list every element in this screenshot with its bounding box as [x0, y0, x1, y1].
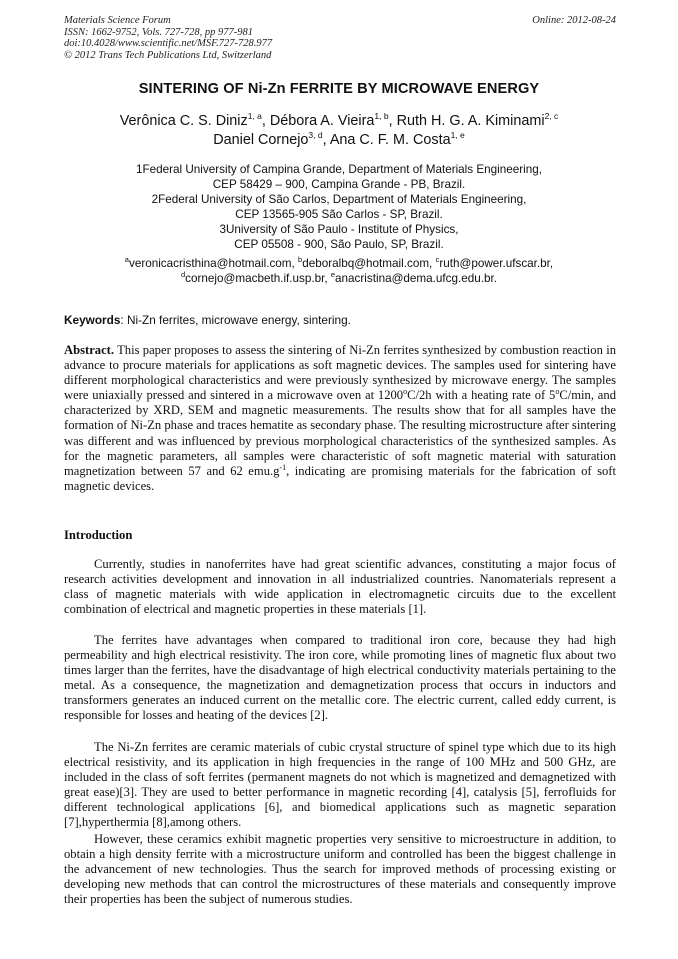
affiliations [0, 162, 678, 253]
email-mark: c [435, 255, 440, 265]
exponent-mark: -1 [279, 462, 287, 472]
author-affiliation-mark: 1, a [247, 111, 262, 122]
degree-mark: o [555, 387, 560, 397]
author-list [0, 112, 678, 150]
section-heading-introduction: Introduction [64, 528, 133, 542]
author-affiliation-mark: 1, b [374, 111, 389, 122]
abstract-text: , indicating are promising materials for the fabrication of soft magnetic devices. [64, 463, 616, 493]
email-mark: b [298, 255, 303, 265]
intro-paragraph-2: The ferrites have advantages when compared to traditional iron core, because they had high permeability and high electrical resistivity. The iron core, while promoting lines of magnetic flux about two times larger than the ferrites, have the disadvantage of high electrical conductivity materials pertaining to the metal. As a consequence, the magnetization and demagnetization process that occurs in inductors and transformers generates an induced current on the metallic core. The electric current, called eddy current, is responsible for losses and heating of the devices [2]. [64, 633, 616, 723]
keywords [64, 313, 616, 327]
journal-copyright: © 2012 Trans Tech Publications Ltd, Switzerland [64, 49, 272, 61]
author-affiliation-mark: 3, d [308, 130, 323, 141]
affiliation-line: CEP 58429 – 900, Campina Grande - PB, Brazil. [212, 178, 466, 192]
degree-mark: o [403, 387, 408, 397]
email-link[interactable]: veronicacristhina@hotmail.com, [128, 257, 299, 270]
author-name: Daniel Cornejo [213, 132, 309, 148]
email-link[interactable]: deboralbq@hotmail.com, [302, 257, 436, 270]
journal-name: Materials Science Forum [64, 15, 171, 26]
author-affiliation-mark: 2, c [544, 111, 559, 122]
abstract-text: C/2h with a heating rate of 5 [407, 388, 556, 403]
paper-title: SINTERING OF Ni-Zn FERRITE BY MICROWAVE ENERGY [138, 81, 540, 97]
affiliation-line: CEP 13565-905 São Carlos - SP, Brazil. [235, 208, 443, 222]
journal-header [64, 15, 616, 61]
affiliation-line: CEP 05508 - 900, São Paulo, SP, Brazil. [234, 238, 444, 252]
email-line-2 [0, 271, 678, 286]
email-mark: d [181, 270, 186, 280]
author-line-1 [0, 112, 678, 131]
author-name: Ana C. F. M. Costa [329, 132, 451, 148]
abstract-text: This paper proposes to assess the sintering of Ni-Zn ferrites synthesized by combustion reaction in advance to procure materials for applications as soft magnetic devices. The samples used for sintering have different morphological characteristics and were previously synthesized by microwave energy. The samples were uniaxially pressed and sintered in a microwave oven at 1200 [64, 343, 616, 403]
affiliation-line: 1Federal University of Campina Grande, Department of Materials Engineering, [135, 163, 542, 176]
affiliation-line: 3University of São Paulo - Institute of Physics, [219, 223, 459, 237]
journal-issn: ISSN: 1662-9752, Vols. 727-728, pp 977-981 [64, 26, 253, 38]
keywords-label: Keywords [64, 313, 121, 327]
intro-paragraph-3: The Ni-Zn ferrites are ceramic materials of cubic crystal structure of spinel type which due to its high electrical resistivity, and its application in high frequencies in the range of 100 MHz and 500 GHz, are included in the class of soft ferrites (permanent magnets do not which is magnetized and demagnetized with great ease)[3]. They are used to better performance in magnetic recording [4], catalysis [5], ferrofluids for different technological applications [6], and biomedical applications such as magnetic separation [7],hyperthermia [8],among others. [64, 740, 616, 830]
abstract-label: Abstract. [64, 343, 115, 357]
email-mark: a [124, 255, 129, 265]
intro-paragraph-4: However, these ceramics exhibit magnetic properties very sensitive to microestructure in addition, to obtain a high density ferrite with a microstructure uniform and controlled has been the biggest challenge in the advancement of new technologies. Thus the search for improved methods of processing existing or developing new methods that can control the microstructures of these materials and consequently improve their properties has been the subject of numerous studies. [64, 832, 616, 907]
email-link[interactable]: ruth@power.ufscar.br, [439, 257, 554, 270]
intro-paragraph-1: Currently, studies in nanoferrites have had great scientific advances, constituting a major focus of research activities development and innovation in all industrialized countries. Nanomaterials represent a class of magnetic materials with wide application in electromagnetic circuits due to the excellent combination of electrical and magnetic properties in these materials [1]. [64, 557, 616, 617]
email-mark: e [330, 270, 336, 280]
author-separator: , [261, 113, 270, 129]
author-affiliation-mark: 1, e [450, 130, 465, 141]
keywords-text: : Ni-Zn ferrites, microwave energy, sintering. [120, 313, 351, 327]
journal-doi: doi:10.4028/www.scientific.net/MSF.727-728.977 [64, 38, 273, 50]
affiliation-line: 2Federal University of São Carlos, Department of Materials Engineering, [151, 193, 527, 207]
email-link[interactable]: anacristina@dema.ufcg.edu.br. [335, 272, 497, 285]
author-separator: , [388, 113, 397, 129]
online-date: Online: 2012-08-24 [532, 15, 616, 26]
author-emails [0, 256, 678, 286]
author-line-2 [0, 131, 678, 150]
author-separator: , [322, 132, 330, 148]
abstract [64, 343, 616, 494]
author-name: Verônica C. S. Diniz [119, 113, 248, 129]
email-line-1 [0, 256, 678, 271]
email-link[interactable]: cornejo@macbeth.if.usp.br, [185, 272, 331, 285]
author-name: Ruth H. G. A. Kiminami [396, 113, 545, 129]
author-name: Débora A. Vieira [269, 113, 375, 129]
abstract-text: C/min, and characterized by XRD, SEM and magnetic measurements. The results show that for all samples have the formation of Ni-Zn phase and traces hematite as secondary phase. The resulting microstructure after sintering was different and was influenced by previous morphological characteristics of the synthesized samples. As for the magnetic parameters, all samples were characteristic of soft magnetic material with saturation magnetization between 57 and 62 emu.g [64, 388, 616, 478]
